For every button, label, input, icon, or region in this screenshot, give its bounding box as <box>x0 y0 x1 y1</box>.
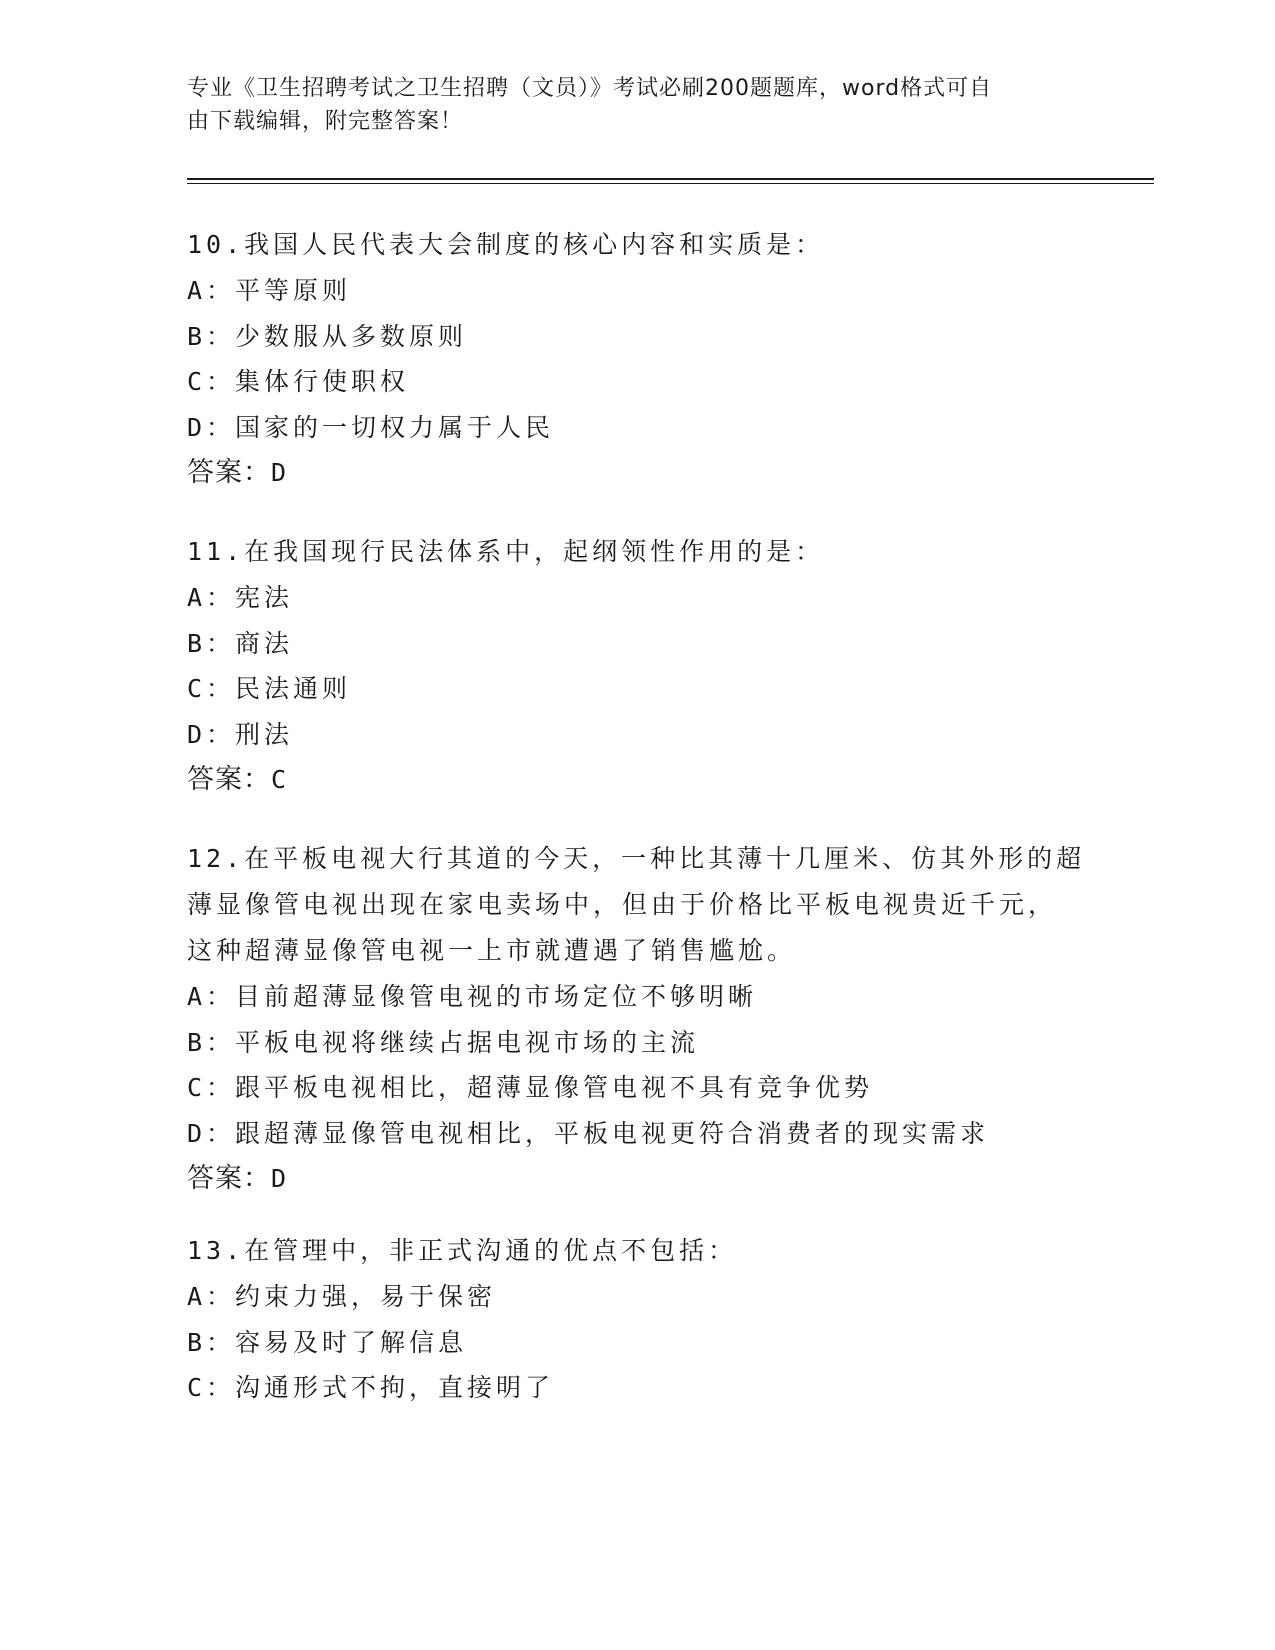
answer-value: D <box>271 1164 288 1193</box>
option-b: B：平板电视将继续占据电视市场的主流 <box>187 1027 700 1057</box>
answer-label: 答案： <box>187 457 271 488</box>
option-a: A：平等原则 <box>187 276 352 305</box>
answer-line <box>187 450 1087 496</box>
question-11 <box>187 529 1087 803</box>
question-12 <box>187 836 1087 1202</box>
option-d: D：跟超薄显像管电视相比，平板电视更符合消费者的现实需求 <box>187 1118 990 1148</box>
question-10 <box>187 222 1087 496</box>
option-b: B：商法 <box>187 628 294 658</box>
option-a: A：宪法 <box>187 583 294 612</box>
question-stem <box>187 222 1087 268</box>
answer-line <box>187 1156 1087 1202</box>
question-stem <box>187 529 1087 575</box>
option-c: C：民法通则 <box>187 674 352 703</box>
option-c: C：跟平板电视相比，超薄显像管电视不具有竞争优势 <box>187 1073 874 1102</box>
stem-line: 12.在平板电视大行其道的今天，一种比其薄十几厘米、仿其外形的超 <box>187 844 1086 873</box>
option-a: A：目前超薄显像管电视的市场定位不够明晰 <box>187 982 758 1011</box>
answer-label: 答案： <box>187 1163 271 1194</box>
stem-line: 10.我国人民代表大会制度的核心内容和实质是： <box>187 230 825 259</box>
answer-line <box>187 757 1087 803</box>
stem-line: 13.在管理中，非正式沟通的优点不包括： <box>187 1236 738 1265</box>
stem-line: 11.在我国现行民法体系中，起纲领性作用的是： <box>187 537 825 566</box>
option-c: C：集体行使职权 <box>187 367 410 396</box>
header-divider-thin <box>187 183 1154 184</box>
question-13 <box>187 1228 1087 1411</box>
option-a: A：约束力强，易于保密 <box>187 1282 497 1311</box>
option-b: B：容易及时了解信息 <box>187 1327 468 1357</box>
stem-line: 这种超薄显像管电视一上市就遭遇了销售尴尬。 <box>187 936 797 965</box>
document-header <box>187 72 1067 138</box>
answer-value: D <box>271 458 288 487</box>
header-line-1: 专业《卫生招聘考试之卫生招聘（文员）》考试必刷200题题库，word格式可自 <box>187 76 993 101</box>
option-d: D：国家的一切权力属于人民 <box>187 412 555 442</box>
header-divider-thick <box>187 178 1154 180</box>
stem-line: 薄显像管电视出现在家电卖场中，但由于价格比平板电视贵近千元， <box>187 890 1058 919</box>
question-stem <box>187 1228 1087 1274</box>
answer-value: C <box>271 765 288 794</box>
answer-label: 答案： <box>187 764 271 795</box>
option-b: B：少数服从多数原则 <box>187 321 468 351</box>
header-line-2: 由下载编辑，附完整答案！ <box>187 109 464 134</box>
option-c: C：沟通形式不拘，直接明了 <box>187 1373 555 1402</box>
question-stem <box>187 836 1087 974</box>
option-d: D：刑法 <box>187 719 294 749</box>
